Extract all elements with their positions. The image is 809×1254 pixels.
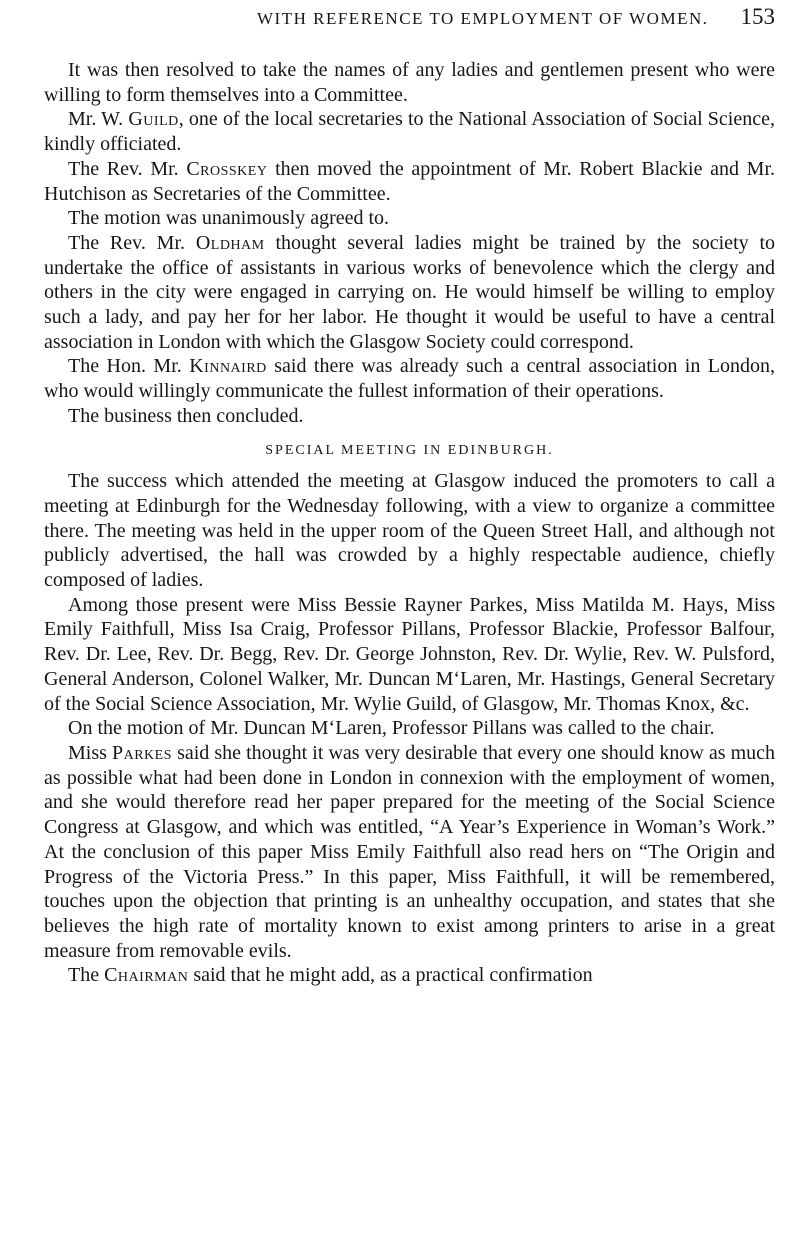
running-title: WITH REFERENCE TO EMPLOYMENT OF WOMEN. [257, 9, 709, 28]
paragraph: The Rev. Mr. Oldham thought several ladies might be trained by the society to undertake the office of assistants in various works of benevolence which the clergy and others in the city were engaged in carrying on. He would himself be willing to employ such a lady, and pay her for her labor. He thought it would be useful to have a central association in London with which the Glasgow Society could correspond. [44, 231, 776, 353]
page-number: 153 [740, 4, 775, 29]
paragraph: The motion was unanimously agreed to. [68, 207, 390, 230]
paragraph: Mr. W. Guild, one of the local secretaries to the National Association of Social Science, kindly officiated. [44, 108, 775, 156]
section-heading: SPECIAL MEETING IN EDINBURGH. [265, 442, 554, 458]
paragraph: Miss Parkes said she thought it was very desirable that every one should know as much as possible what had been done in London in connexion with the employment of women, and she would therefore read her paper prepared for the meeting of the Social Science Congress at Glasgow, and which was entitled, “A Year’s Experience in Woman’s Work.” At the conclusion of this paper Miss Emily Faithfull also read hers on “The Origin and Progress of the Victoria Press.” In this paper, Miss Faithfull, it will be remembered, touches upon the objection that printing is an unhealthy occupation, and states that she believes the high rate of mortality known to exist among printers to arise in a great measure from removable evils. [44, 741, 776, 962]
paragraph: The Rev. Mr. Crosskey then moved the appointment of Mr. Robert Blackie and Mr. Hutchison as Secretaries of the Committee. [44, 157, 775, 205]
page-body [44, 58, 775, 988]
paragraph: On the motion of Mr. Duncan M‘Laren, Professor Pillans was called to the chair. [68, 717, 715, 740]
page-header [44, 4, 775, 44]
paragraph: Among those present were Miss Bessie Rayner Parkes, Miss Matilda M. Hays, Miss Emily Faithfull, Miss Isa Craig, Professor Pillans, Professor Blackie, Professor Balfour, Rev. Dr. Lee, Rev. Dr. Begg, Rev. Dr. George Johnston, Rev. Dr. Wylie, Rev. W. Pulsford, General Anderson, Colonel Walker, Mr. Duncan M‘Laren, Mr. Hastings, General Secretary of the Social Science Association, Mr. Wylie Guild, of Glasgow, Mr. Thomas Knox, &c. [44, 593, 775, 715]
paragraph: The business then concluded. [68, 404, 304, 427]
paragraph: The Hon. Mr. Kinnaird said there was already such a central association in London, who would willingly communicate the fullest information of their operations. [44, 355, 775, 403]
paragraph: The Chairman said that he might add, as a practical confirmation [68, 964, 593, 987]
paragraph: The success which attended the meeting at Glasgow induced the promoters to call a meeting at Edinburgh for the Wednesday following, with a view to organize a committee there. The meeting was held in the upper room of the Queen Street Hall, and although not publicly advertised, the hall was crowded by a highly respectable audience, chiefly composed of ladies. [44, 470, 775, 592]
paragraph: It was then resolved to take the names of any ladies and gentlemen present who were willing to form themselves into a Committee. [44, 59, 775, 106]
